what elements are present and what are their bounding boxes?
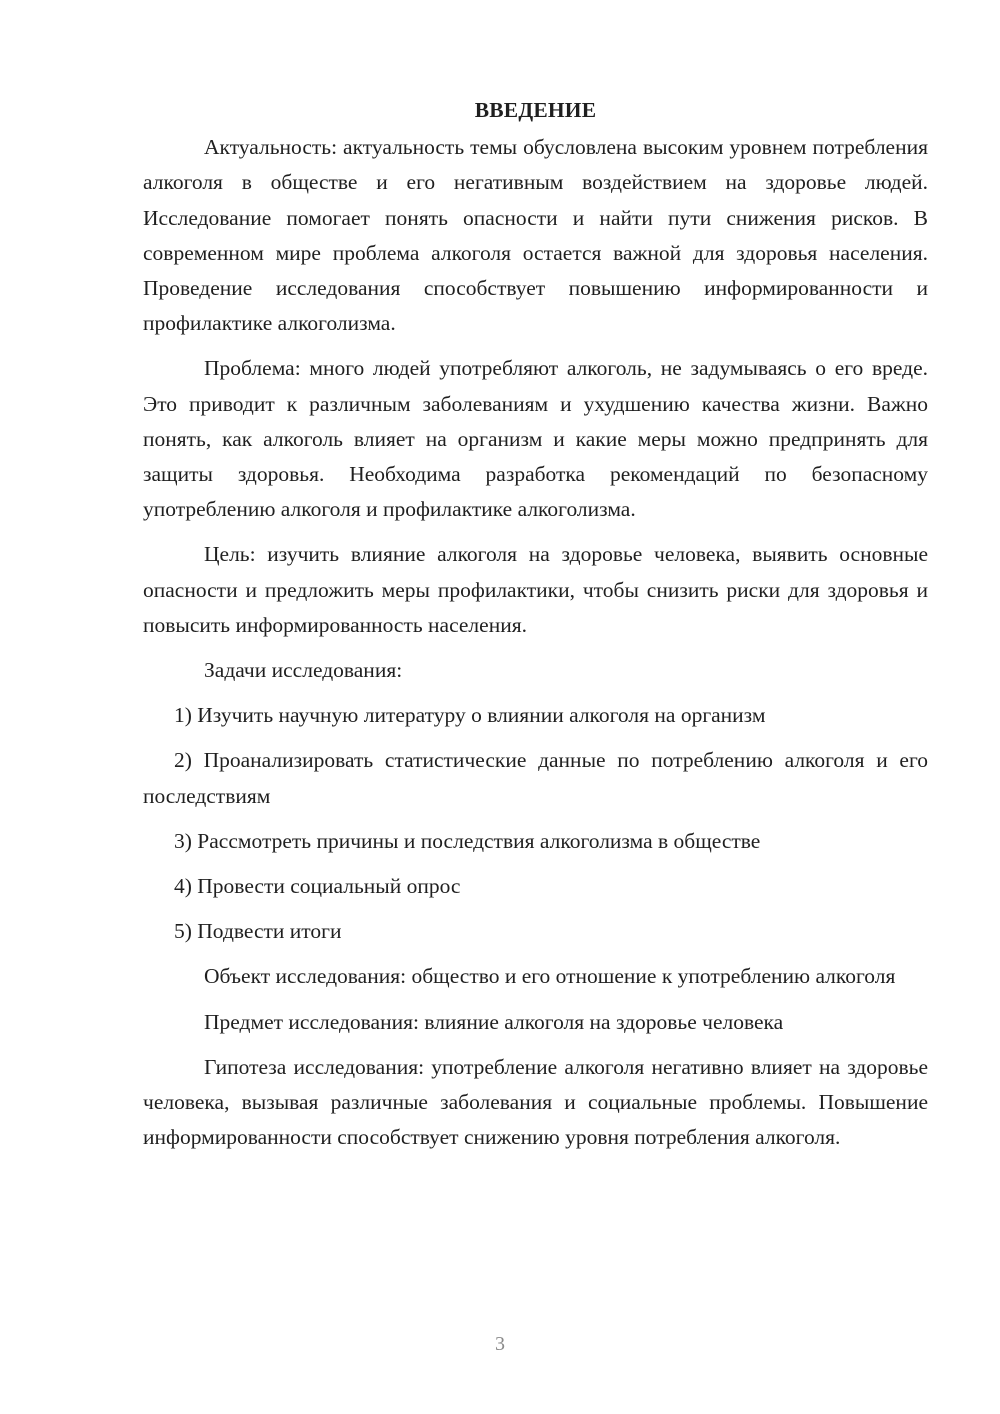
task-item-1: 1) Изучить научную литературу о влиянии алкоголя на организм — [174, 703, 766, 728]
section-heading: ВВЕДЕНИЕ — [474, 98, 597, 122]
goal-paragraph: Цель: изучить влияние алкоголя на здоровье человека, выявить основные опасности и предложить меры профилактики, чтобы снизить риски для здоровья и повысить информированность населения. — [143, 542, 928, 637]
hypothesis-paragraph: Гипотеза исследования: употребление алкоголя негативно влияет на здоровье человека, вызывая различные заболевания и социальные проблемы. Повышение информированности способствует снижению уровня потребления алкоголя. — [143, 1054, 928, 1150]
page-number: 3 — [495, 1333, 505, 1355]
object-paragraph: Объект исследования: общество и его отношение к употреблению алкоголя — [204, 964, 896, 989]
subject-paragraph: Предмет исследования: влияние алкоголя на здоровье человека — [204, 1009, 784, 1034]
tasks-heading: Задачи исследования: — [204, 658, 403, 683]
task-item-5: 5) Подвести итоги — [174, 919, 342, 944]
task-item-4: 4) Провести социальный опрос — [174, 874, 461, 899]
document-page — [143, 93, 928, 1165]
problem-paragraph: Проблема: много людей употребляют алкоголь, не задумываясь о его вреде. Это приводит к различным заболеваниям и ухудшению качества жизни. Важно понять, как алкоголь влияет на организм и какие меры можно предпринять для защиты здоровья. Необходима разработка рекомендаций по безопасному употреблению алкоголя и профилактике алкоголизма. — [143, 356, 928, 522]
task-item-3: 3) Рассмотреть причины и последствия алкоголизма в обществе — [174, 828, 761, 853]
relevance-paragraph: Актуальность: актуальность темы обусловлена высоким уровнем потребления алкоголя в обществе и его негативным воздействием на здоровье людей. Исследование помогает понять опасности и найти пути снижения рисков. В современном мире проблема алкоголя остается важной для здоровья населения. Проведение исследования способствует повышению информированности и профилактике алкоголизма. — [143, 135, 928, 336]
task-item-2: 2) Проанализировать статистические данные по потреблению алкоголя и его последствиям — [143, 748, 928, 808]
